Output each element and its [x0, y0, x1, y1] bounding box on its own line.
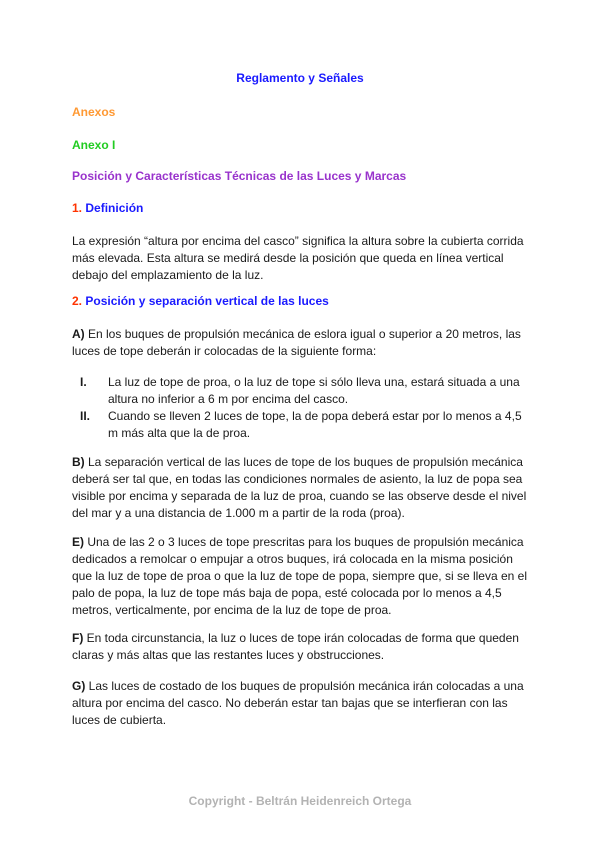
paragraph-a — [72, 326, 532, 360]
paragraph-f — [72, 630, 532, 664]
list-item — [72, 408, 532, 442]
requirements-list — [72, 374, 532, 442]
annex-heading: Anexo I — [72, 138, 116, 152]
copyright-footer: Copyright - Beltrán Heidenreich Ortega — [188, 794, 412, 808]
paragraph-a-text: En los buques de propulsión mecánica de eslora igual o superior a 20 metros, las luces de tope deberán ir colocadas de la siguiente forma: — [72, 327, 521, 358]
list-item-text: La luz de tope de proa, o la luz de tope si sólo lleva una, estará situada a una altura no inferior a 6 m por encima del casco. — [108, 375, 520, 406]
definition-number: 1. — [72, 201, 83, 215]
definition-heading — [72, 201, 143, 215]
paragraph-e-label: E) — [72, 535, 84, 549]
paragraph-g-text: Las luces de costado de los buques de propulsión mecánica irán colocadas a una altura por encima del casco. No deberán estar tan bajas que se interfieran con las luces de cubierta. — [72, 679, 524, 727]
paragraph-f-text: En toda circunstancia, la luz o luces de tope irán colocadas de forma que queden claras y más altas que las restantes luces y obstrucciones. — [72, 631, 519, 662]
position-number: 2. — [72, 294, 83, 308]
document-title: Reglamento y Señales — [236, 71, 364, 85]
paragraph-a-label: A) — [72, 327, 85, 341]
position-title: Posición y separación vertical de las luces — [85, 294, 329, 308]
list-item-numeral: I. — [80, 375, 87, 389]
paragraph-e — [72, 534, 532, 619]
position-heading — [72, 294, 329, 308]
paragraph-f-label: F) — [72, 631, 84, 645]
list-item-numeral: II. — [80, 409, 91, 423]
list-item — [72, 374, 532, 408]
paragraph-b — [72, 454, 532, 522]
definition-text: La expresión “altura por encima del casco” significa la altura sobre la cubierta corrida más elevada. Esta altura se medirá desde la posición que queda en línea vertical debajo del emplazamiento de la luz. — [72, 234, 524, 282]
paragraph-g-label: G) — [72, 679, 86, 693]
paragraph-b-text: La separación vertical de las luces de tope de los buques de propulsión mecánica deberá ser tal que, en todas las condiciones normales de asiento, la luz de popa sea visible por encima y separada de la luz de proa, cuando se las observe desde el nivel del mar y a una distancia de 1.000 m a partir de la roda (proa). — [72, 455, 527, 520]
definition-title: Definición — [85, 201, 144, 215]
annexes-heading: Anexos — [72, 105, 116, 119]
section-heading: Posición y Características Técnicas de las Luces y Marcas — [72, 169, 407, 183]
paragraph-e-text: Una de las 2 o 3 luces de tope prescritas para los buques de propulsión mecánica dedicados a remolcar o empujar a otros buques, irá colocada en la misma posición que la luz de tope de proa o que la luz de tope de popa, siempre que, si se lleva en el palo de popa, la luz de tope más baja de popa, esté colocada por lo menos a 4,5 metros, verticalmente, por encima de la luz de tope de proa. — [72, 535, 527, 617]
paragraph-g — [72, 678, 532, 729]
list-item-text: Cuando se lleven 2 luces de tope, la de popa deberá estar por lo menos a 4,5 m más alta que la de proa. — [108, 409, 522, 440]
paragraph-b-label: B) — [72, 455, 85, 469]
